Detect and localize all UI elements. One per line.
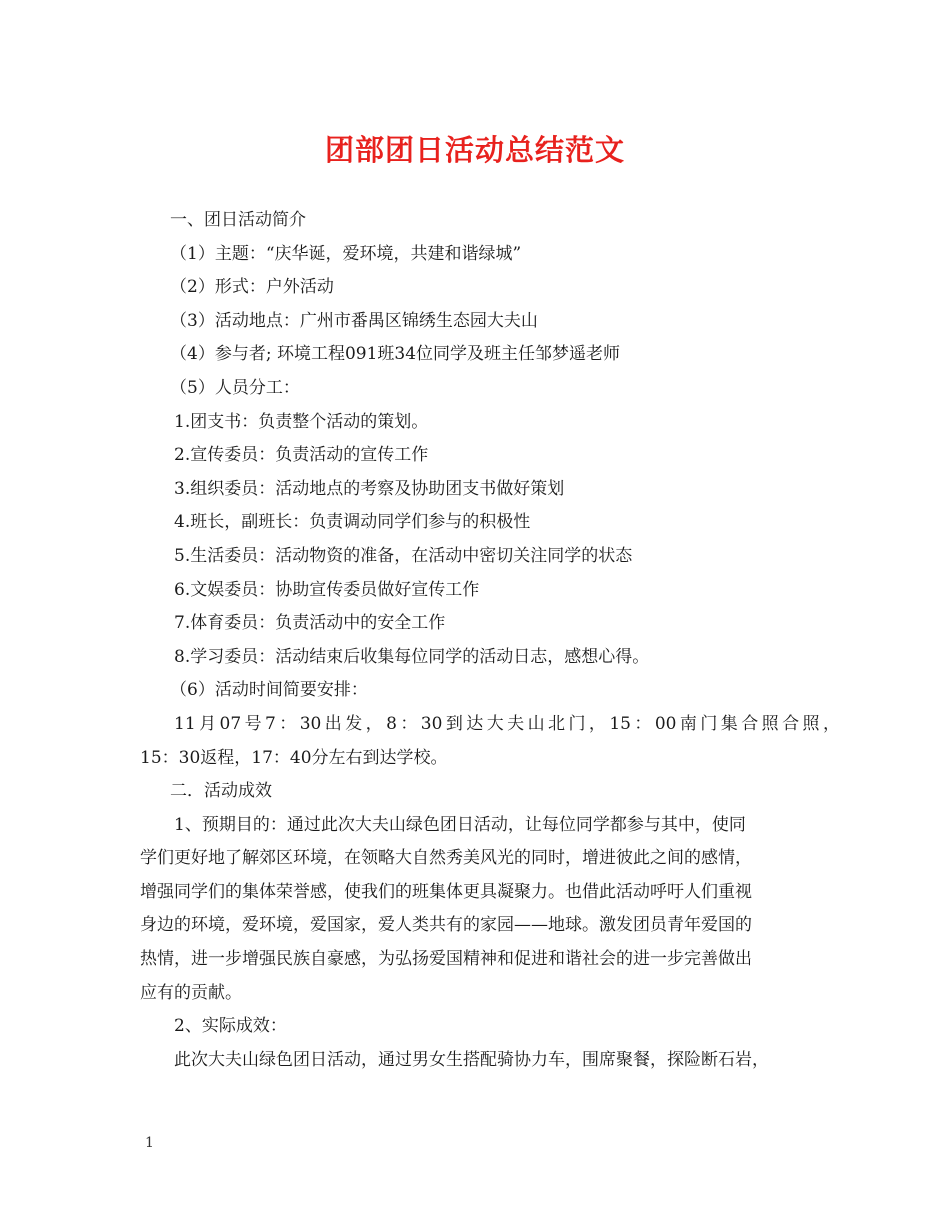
intro-item-location: （3）活动地点：广州市番禺区锦绣生态园大夫山 bbox=[170, 310, 538, 331]
section-1-heading: 一、团日活动简介 bbox=[170, 210, 306, 230]
intro-item-roles: （5）人员分工： bbox=[170, 377, 300, 398]
schedule-line-2: 15：30返程，17：40分左右到达学校。 bbox=[140, 747, 448, 768]
expected-line: 身边的环境，爱环境，爱国家，爱人类共有的家园——地球。激发团员青年爱国的 bbox=[140, 915, 752, 936]
intro-item-participants: （4）参与者; 环境工程091班34位同学及班主任邹梦遥老师 bbox=[170, 344, 621, 365]
document-body bbox=[140, 204, 840, 1077]
section-2-heading: 二．活动成效 bbox=[170, 781, 272, 802]
role-line: 7.体育委员：负责活动中的安全工作 bbox=[174, 613, 446, 634]
role-line: 8.学习委员：活动结束后收集每位同学的活动日志，感想心得。 bbox=[174, 646, 650, 667]
expected-line: 增强同学们的集体荣誉感，使我们的班集体更具凝聚力。也借此活动呼吁人们重视 bbox=[140, 881, 752, 902]
role-line: 2.宣传委员：负责活动的宣传工作 bbox=[174, 445, 429, 466]
schedule-heading: （6）活动时间简要安排： bbox=[170, 680, 368, 701]
expected-line: 1、预期目的：通过此次大夫山绿色团日活动，让每位同学都参与其中，使同 bbox=[174, 814, 746, 835]
expected-line: 热情，进一步增强民族自豪感，为弘扬爱国精神和促进和谐社会的进一步完善做出 bbox=[140, 949, 752, 970]
expected-line: 学们更好地了解郊区环境，在领略大自然秀美风光的同时，增进彼此之间的感情， bbox=[140, 848, 752, 869]
role-line: 1.团支书：负责整个活动的策划。 bbox=[174, 411, 429, 432]
intro-item-theme: （1）主题：“庆华诞，爱环境，共建和谐绿城” bbox=[170, 243, 522, 264]
role-line: 6.文娱委员：协助宣传委员做好宣传工作 bbox=[174, 579, 480, 600]
intro-item-form: （2）形式：户外活动 bbox=[170, 277, 334, 298]
schedule-line-1: 11月07号7：30出发，8：30到达大夫山北门，15：00南门集合照合照， bbox=[174, 713, 840, 734]
actual-heading: 2、实际成效： bbox=[174, 1016, 287, 1037]
role-line: 3.组织委员：活动地点的考察及协助团支书做好策划 bbox=[174, 478, 565, 499]
actual-line: 此次大夫山绿色团日活动，通过男女生搭配骑协力车，围席聚餐，探险断石岩， bbox=[174, 1049, 769, 1070]
page-number: 1 bbox=[145, 1135, 154, 1151]
document-title: 团部团日活动总结范文 bbox=[324, 133, 625, 167]
expected-line: 应有的贡献。 bbox=[140, 982, 242, 1003]
role-line: 4.班长，副班长：负责调动同学们参与的积极性 bbox=[174, 512, 531, 533]
role-line: 5.生活委员：活动物资的准备，在活动中密切关注同学的状态 bbox=[174, 545, 633, 566]
